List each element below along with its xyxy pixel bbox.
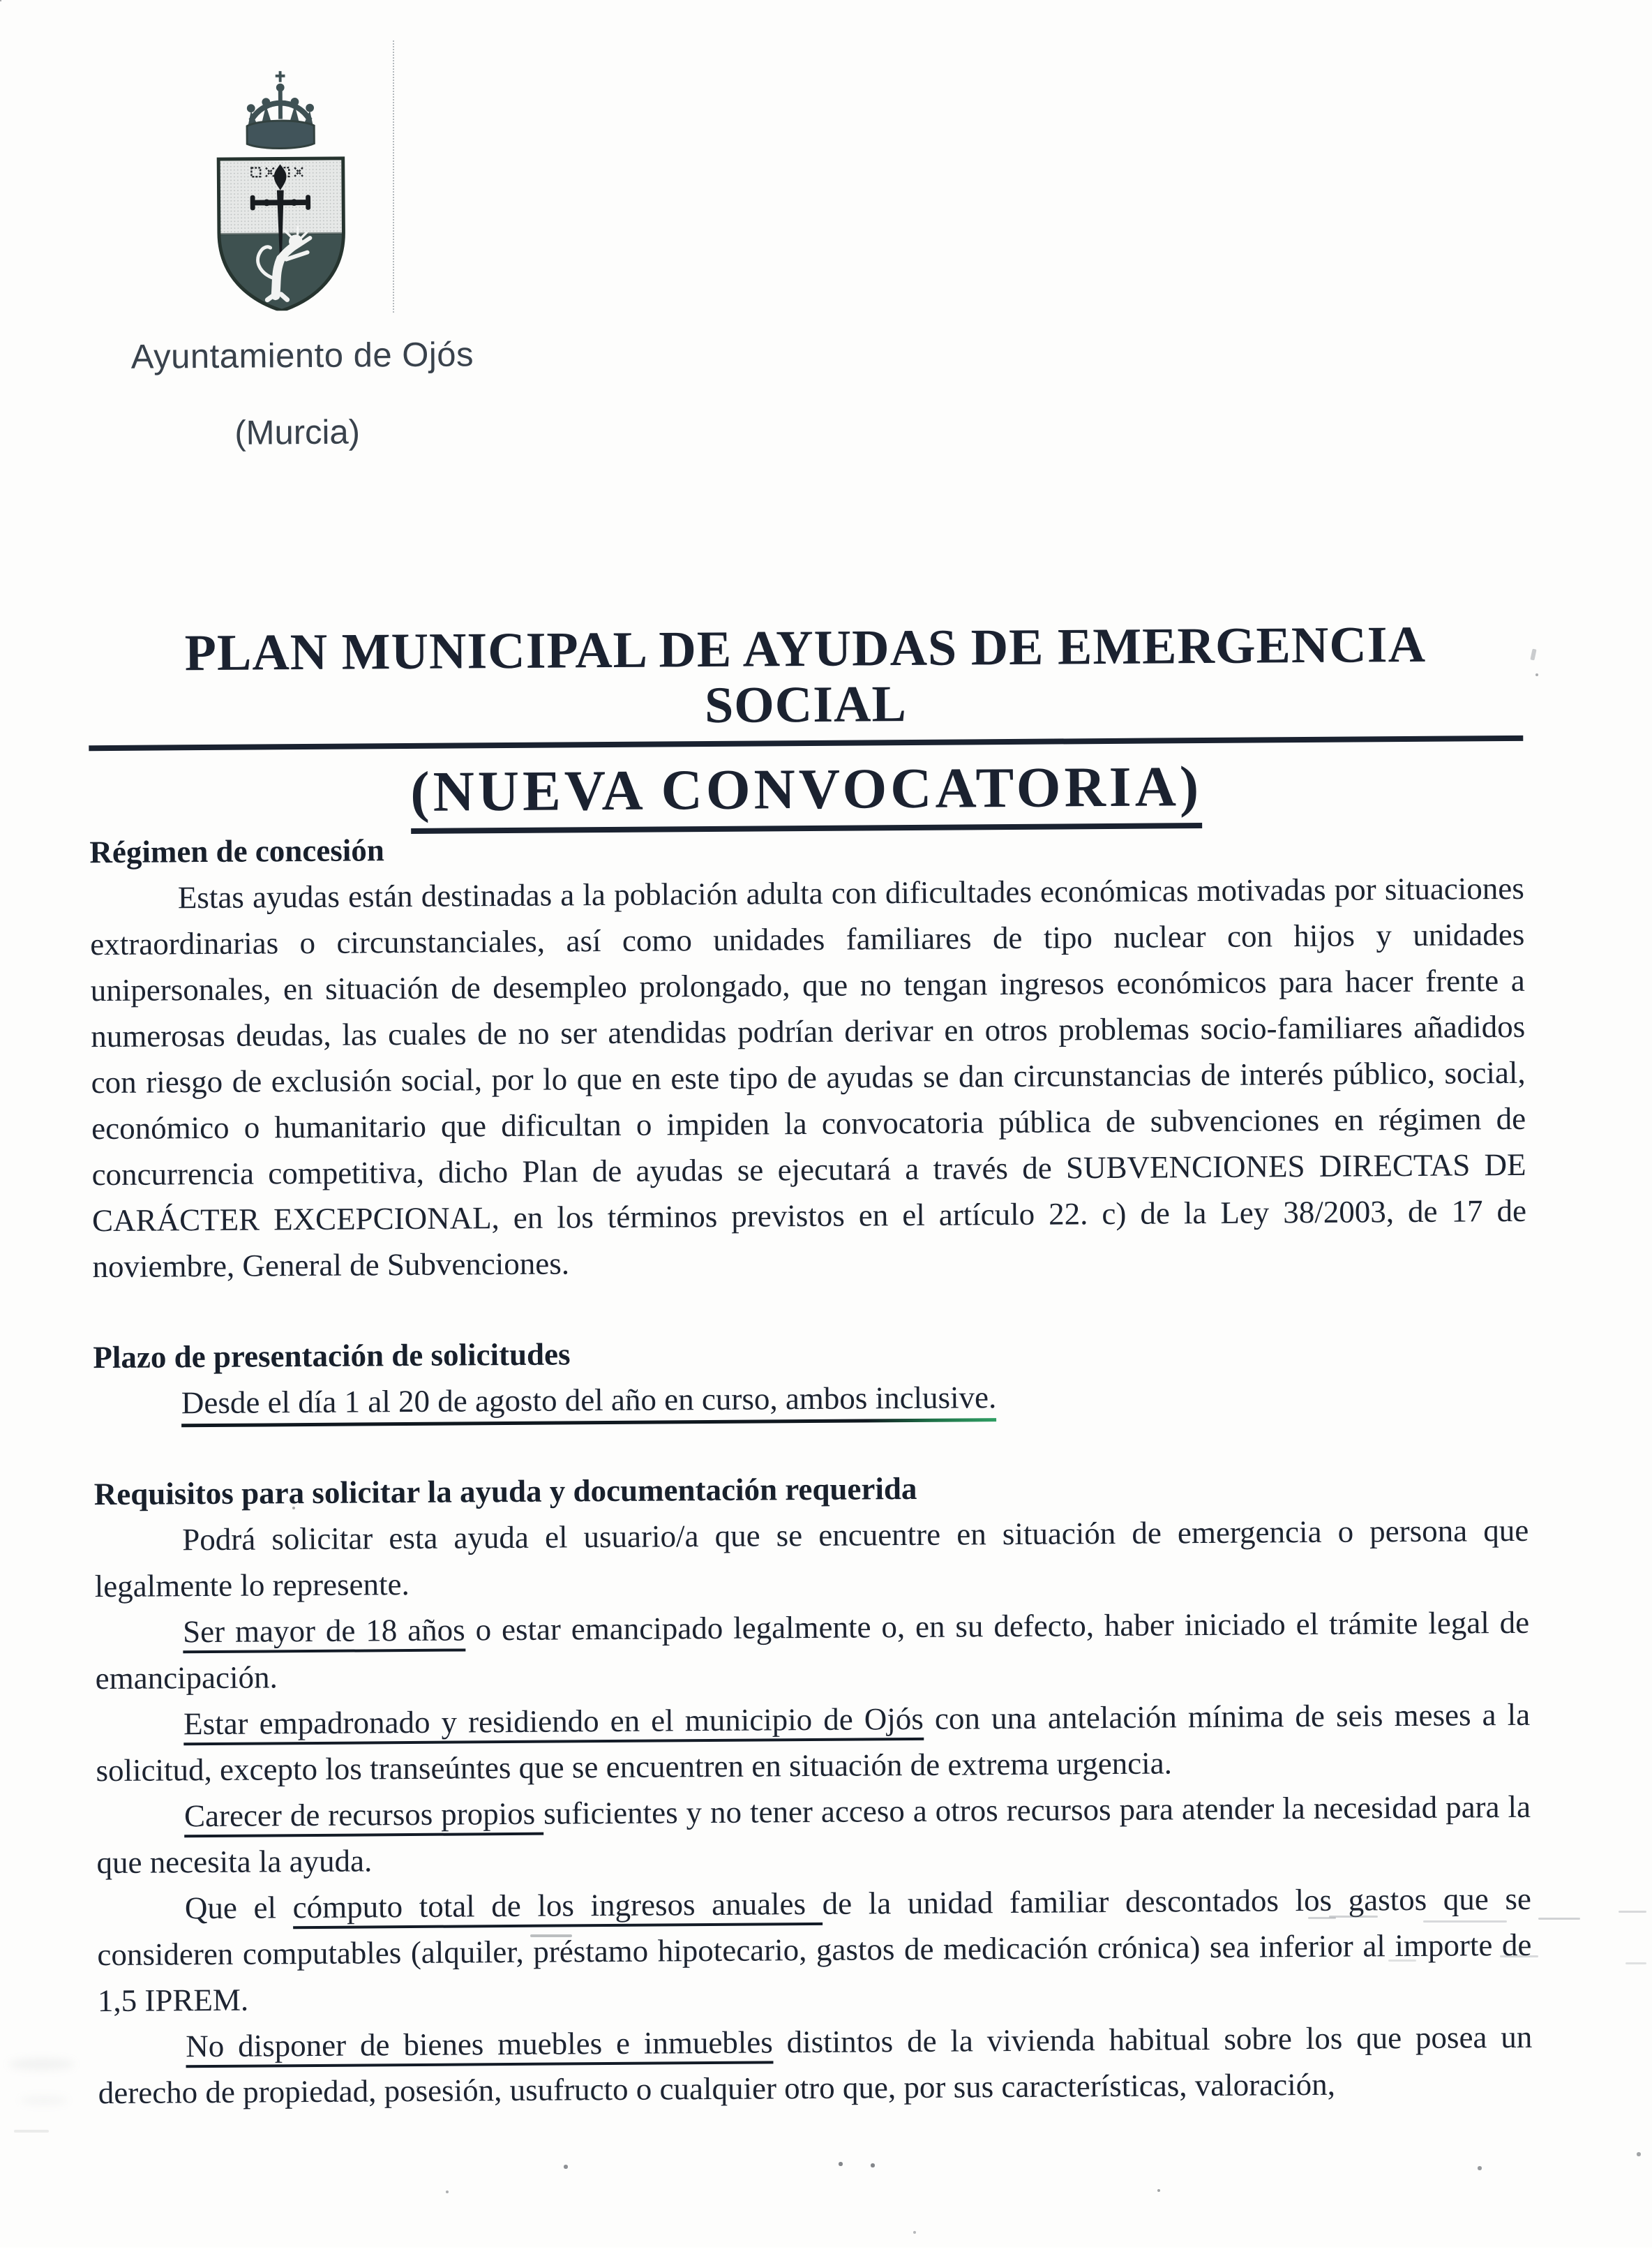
paragraph — [96, 1784, 1531, 1886]
section-heading: Régimen de concesión — [89, 833, 384, 870]
text-segment: distintos de la vivienda habitual sobre los que posea un derecho de propiedad, posesión, usufructo o cualquier otro que, por sus características, valoración, — [98, 2019, 1533, 2111]
document-title — [88, 617, 1524, 837]
underlined-text: cómputo total de los ingresos anuales — [292, 1886, 822, 1929]
text-segment: Que el — [184, 1890, 293, 1926]
underlined-text: Ser mayor de 18 años — [183, 1612, 465, 1653]
crown-icon — [247, 71, 315, 149]
paragraph — [95, 1599, 1530, 1701]
title-line-1: PLAN MUNICIPAL DE AYUDAS DE EMERGENCIA SOCIAL — [88, 617, 1523, 751]
text-segment: Podrá solicitar esta ayuda el usuario/a que se encuentre en situación de emergencia o persona que legalmente lo represente. — [94, 1512, 1529, 1604]
document-section — [89, 819, 1527, 1290]
scan-speckles — [0, 0, 1, 1]
paragraph — [98, 2014, 1533, 2116]
underlined-text: No disponer de bienes muebles e inmuebles — [186, 2024, 773, 2068]
organization-name: Ayuntamiento de Ojós — [130, 336, 474, 376]
title-line-2: (NUEVA CONVOCATORIA) — [89, 754, 1524, 837]
paragraph — [96, 1692, 1531, 1793]
paragraph — [94, 1507, 1529, 1609]
underlined-text: Carecer de recursos propios — [184, 1796, 544, 1838]
paragraph — [93, 1371, 1528, 1426]
underlined-text: Desde el día 1 al 20 de agosto del año en curso, ambos inclusive. — [181, 1380, 997, 1427]
text-segment: de la unidad familiar descontados los gastos que se consideren computables (alquiler, préstamo hipotecario, gastos de medicación crónica) sea inferior al importe de 1,5 IPREM. — [97, 1881, 1532, 2019]
text-segment: con una antelación mínima de seis meses a la solicitud, excepto los transeúntes que se encuentren en situación de extrema urgencia. — [96, 1696, 1531, 1789]
underlined-text: Estar empadronado y residiendo en el municipio de Ojós — [183, 1701, 924, 1745]
section-heading: Plazo de presentación de solicitudes — [93, 1336, 571, 1375]
coat-of-arms — [208, 59, 354, 311]
section-heading: Requisitos para solicitar la ayuda y documentación requerida — [93, 1470, 917, 1512]
paragraph — [90, 865, 1527, 1290]
document-section — [93, 1324, 1528, 1426]
text-segment: o estar emancipado legalmente o, en su defecto, haber iniciado el trámite legal de emancipación. — [95, 1604, 1530, 1696]
paragraph — [97, 1876, 1532, 2024]
text-segment: Estas ayudas están destinadas a la población adulta con dificultades económicas motivadas por situaciones extraordinarias o circunstanciales, así como unidades familiares de tipo nuclear con hijos y unidades unipersonales, en situación de desempleo prolongado, que no tengan ingresos económicos para hacer frente a numerosas deudas, las cuales de no ser atendidas podrían derivar en otros problemas socio-familiares añadidos con riesgo de exclusión social, por lo que en este tipo de ayudas se dan circunstancias de interés público, social, económico o humanitario que dificultan o impiden la convocatoria pública de subvenciones en régimen de concurrencia competitiva, dicho Plan de ayudas se ejecutará a través de SUBVENCIONES DIRECTAS DE CARÁCTER EXCEPCIONAL, en los términos previstos en el artículo 22. c) de la Ley 38/2003, de 17 de noviembre, General de Subvenciones. — [90, 870, 1527, 1285]
shield-icon — [218, 158, 344, 311]
text-segment: suficientes y no tener acceso a otros recursos para atender la necesidad para la que necesita la ayuda. — [96, 1789, 1531, 1881]
document-sections — [89, 819, 1533, 2116]
region-name: (Murcia) — [234, 413, 361, 452]
document-section — [94, 1461, 1533, 2116]
